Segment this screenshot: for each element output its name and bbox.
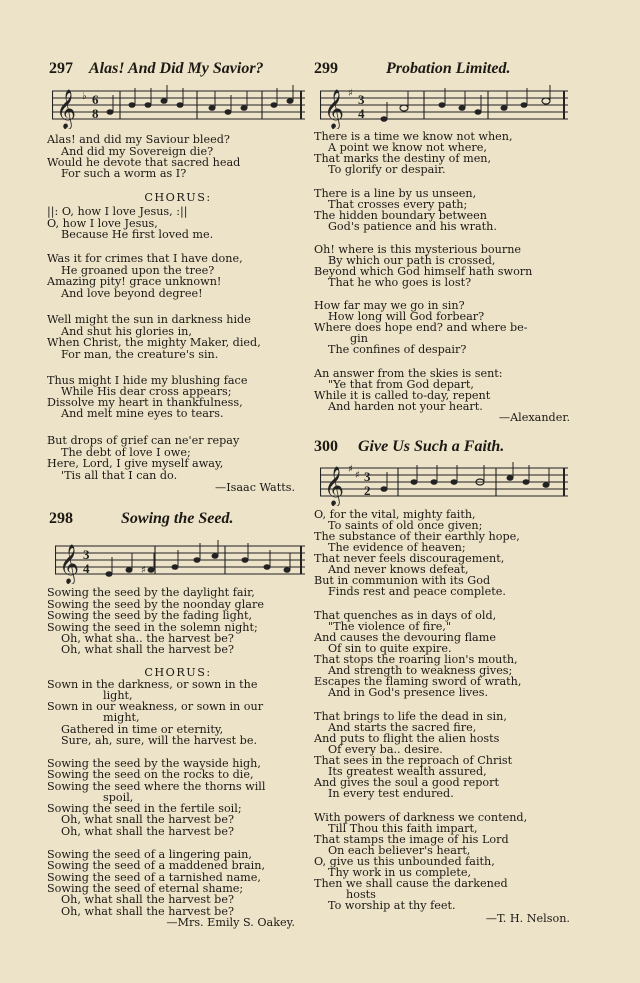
chorus-line: Sown in the darkness, or sown in the [47,678,258,691]
verse-line: Well might the sun in darkness hide [47,313,251,326]
verse-line: But in communion with its God [314,574,491,587]
chorus-line: Because He first loved me. [61,228,214,241]
svg-text:4: 4 [83,561,90,576]
verse-line: The evidence of heaven; [328,541,466,554]
svg-text:𝄞: 𝄞 [324,89,345,129]
verse-line: O, give us this unbounded faith, [314,855,495,868]
verse-line: Of sin to quite expire. [328,642,452,655]
verse-line: Sowing the seed by the wayside high, [47,757,261,770]
verse-line: O, for the vital, mighty faith, [314,508,476,521]
chorus-line: might, [103,711,140,724]
verse-line: That crosses every path; [328,198,468,211]
verse-line: Sowing the seed by the fading light, [47,609,253,622]
verse-line: 'Tis all that I can do. [61,469,178,482]
verse-line: Of every ba.. desire. [328,743,443,756]
chorus-line: Sown in our weakness, or sown in our [47,700,264,713]
verse-line: And strength to weakness gives; [328,664,513,677]
verse-line: gin [350,332,368,345]
verse-line: And never knows defeat, [328,563,469,576]
verse-line: Oh, what snall the harvest be? [61,813,234,826]
svg-text:♯: ♯ [355,470,360,481]
verse-line: Sowing the seed in the solemn night; [47,621,258,634]
verse-line: That stamps the image of his Lord [314,833,509,846]
verse-line: "The violence of fire," [328,620,452,633]
verse-line: Sowing the seed of eternal shame; [47,882,244,895]
music-staff [320,460,568,506]
verse-line: Then we shall cause the darkened [314,877,508,890]
hymn-title: Probation Limited. [386,60,511,77]
verse-line: Dissolve my heart in thankfulness, [47,396,243,409]
verse-line: There is a time we know not when, [314,130,513,143]
verse-line: That marks the destiny of men, [314,152,492,165]
verse-line: spoil, [103,791,134,804]
verse-line: Sowing the seed of a maddened brain, [47,859,265,872]
verse-line: On each believer's heart, [328,844,471,857]
verse-line: And causes the devouring flame [314,631,496,644]
verse-line: And did my Sovereign die? [61,145,214,158]
verse-line: Sowing the seed by the noonday glare [47,598,264,611]
hymn-number: 298 [49,510,73,527]
verse-line: And harden not your heart. [328,400,483,413]
verse-line: That never feels discouragement, [314,552,505,565]
chorus-line: O, how I love Jesus, [47,217,158,230]
verse-line: "Ye that from God depart, [328,378,474,391]
verse-line: While His dear cross appears; [61,385,232,398]
svg-text:♯: ♯ [141,565,146,576]
hymn-title: Give Us Such a Faith. [358,438,505,455]
verse-line: He groaned upon the tree? [61,264,215,277]
verse-line: Oh, what shall the harvest be? [61,893,234,906]
verse-line: And puts to flight the alien hosts [314,732,500,745]
verse-line: Finds rest and peace complete. [328,585,506,598]
svg-text:𝄞: 𝄞 [59,544,80,584]
verse-line: While it is called to-day, repent [314,389,491,402]
verse-line: With powers of darkness we contend, [314,811,528,824]
verse-line: God's patience and his wrath. [328,220,497,233]
verse-line: Here, Lord, I give myself away, [47,457,224,470]
verse-line: And melt mine eyes to tears. [61,407,224,420]
verse-line: Sowing the seed by the daylight fair, [47,586,255,599]
chorus-label: CHORUS: [144,666,212,679]
verse-line: The substance of their earthly hope, [314,530,520,543]
verse-line: Alas! and did my Saviour bleed? [47,133,230,146]
verse-line: Oh, what shall the harvest be? [61,825,234,838]
verse-line: When Christ, the mighty Maker, died, [47,336,261,349]
verse-line: Where does hope end? and where be- [314,321,528,334]
verse-line: But drops of grief can ne'er repay [47,434,240,447]
verse-line: That he who goes is lost? [328,276,472,289]
chorus-line: ||: O, how I love Jesus, :|| [47,205,188,218]
verse-line: In every test endured. [328,787,454,800]
verse-line: To worship at thy feet. [328,899,456,912]
verse-line: Sowing the seed where the thorns will [47,780,266,793]
verse-line: And love beyond degree! [61,287,203,300]
verse-line: There is a line by us unseen, [314,187,477,200]
verse-line: Sowing the seed in the fertile soil; [47,802,242,815]
verse-line: For man, the creature's sin. [61,348,219,361]
hymn-author: —Alexander. [498,411,570,424]
verse-line: Beyond which God himself hath sworn [314,265,533,278]
hymn-author: —Isaac Watts. [215,481,295,494]
svg-text:𝄞: 𝄞 [56,89,77,129]
svg-text:3: 3 [358,92,365,107]
verse-line: Thy work in us complete, [328,866,472,879]
music-staff [52,83,305,129]
verse-line: Sowing the seed of a lingering pain, [47,848,252,861]
hymn-author: —Mrs. Emily S. Oakey. [166,916,295,929]
chorus-line: Sure, ah, sure, will the harvest be. [61,734,258,747]
verse-line: And in God's presence lives. [328,686,489,699]
svg-text:♯: ♯ [348,464,353,475]
verse-line: The debt of love I owe; [61,446,191,459]
verse-line: By which our path is crossed, [328,254,496,267]
verse-line: Its greatest wealth assured, [328,765,487,778]
verse-line: That stops the roaring lion's mouth, [314,653,518,666]
verse-line: For such a worm as I? [61,167,187,180]
chorus-line: light, [103,689,133,702]
music-staff [320,83,568,129]
svg-text:𝄞: 𝄞 [324,466,345,506]
verse-line: Was it for crimes that I have done, [47,252,243,265]
verse-line: Escapes the flaming sword of wrath, [314,675,522,688]
verse-line: That brings to life the dead in sin, [314,710,507,723]
hymn-number: 299 [314,60,338,77]
verse-line: The confines of despair? [328,343,467,356]
verse-line: How long will God forbear? [328,310,485,323]
verse-line: To glorify or despair. [328,163,446,176]
svg-text:3: 3 [364,469,371,484]
svg-text:3: 3 [83,547,90,562]
hymn-title: Alas! And Did My Savior? [89,60,264,77]
verse-line: And shut his glories in, [61,325,192,338]
verse-line: Oh, what shall the harvest be? [61,643,234,656]
verse-line: Thus might I hide my blushing face [47,374,248,387]
verse-line: Till Thou this faith impart, [328,822,478,835]
svg-text:6: 6 [92,92,99,107]
verse-line: Sowing the seed on the rocks to die, [47,768,254,781]
hymn-author: —T. H. Nelson. [485,912,570,925]
verse-line: Would he devote that sacred head [47,156,241,169]
chorus-label: CHORUS: [144,191,212,204]
verse-line: And starts the sacred fire, [328,721,477,734]
music-staff [55,538,305,584]
verse-line: Sowing the seed of a tarnished name, [47,871,261,884]
verse-line: A point we know not where, [328,141,487,154]
verse-line: That sees in the reproach of Christ [314,754,513,767]
verse-line: An answer from the skies is sent: [314,367,503,380]
verse-line: The hidden boundary between [314,209,487,222]
verse-line: Amazing pity! grace unknown! [47,275,222,288]
svg-text:8: 8 [92,106,99,121]
verse-line: hosts [346,888,376,901]
verse-line: To saints of old once given; [328,519,483,532]
verse-line: Oh, what shall the harvest be? [61,905,234,918]
svg-text:2: 2 [364,483,371,498]
svg-text:♯: ♯ [348,88,353,99]
svg-text:♭: ♭ [82,91,87,102]
verse-line: Oh, what sha.. the harvest be? [61,632,234,645]
chorus-line: Gathered in time or eternity, [61,723,224,736]
svg-text:4: 4 [358,106,365,121]
hymn-title: Sowing the Seed. [121,510,234,527]
hymn-number: 300 [314,438,338,455]
verse-line: Oh! where is this mysterious bourne [314,243,522,256]
verse-line: That quenches as in days of old, [314,609,497,622]
verse-line: And gives the soul a good report [314,776,499,789]
verse-line: How far may we go in sin? [314,299,465,312]
hymn-number: 297 [49,60,73,77]
